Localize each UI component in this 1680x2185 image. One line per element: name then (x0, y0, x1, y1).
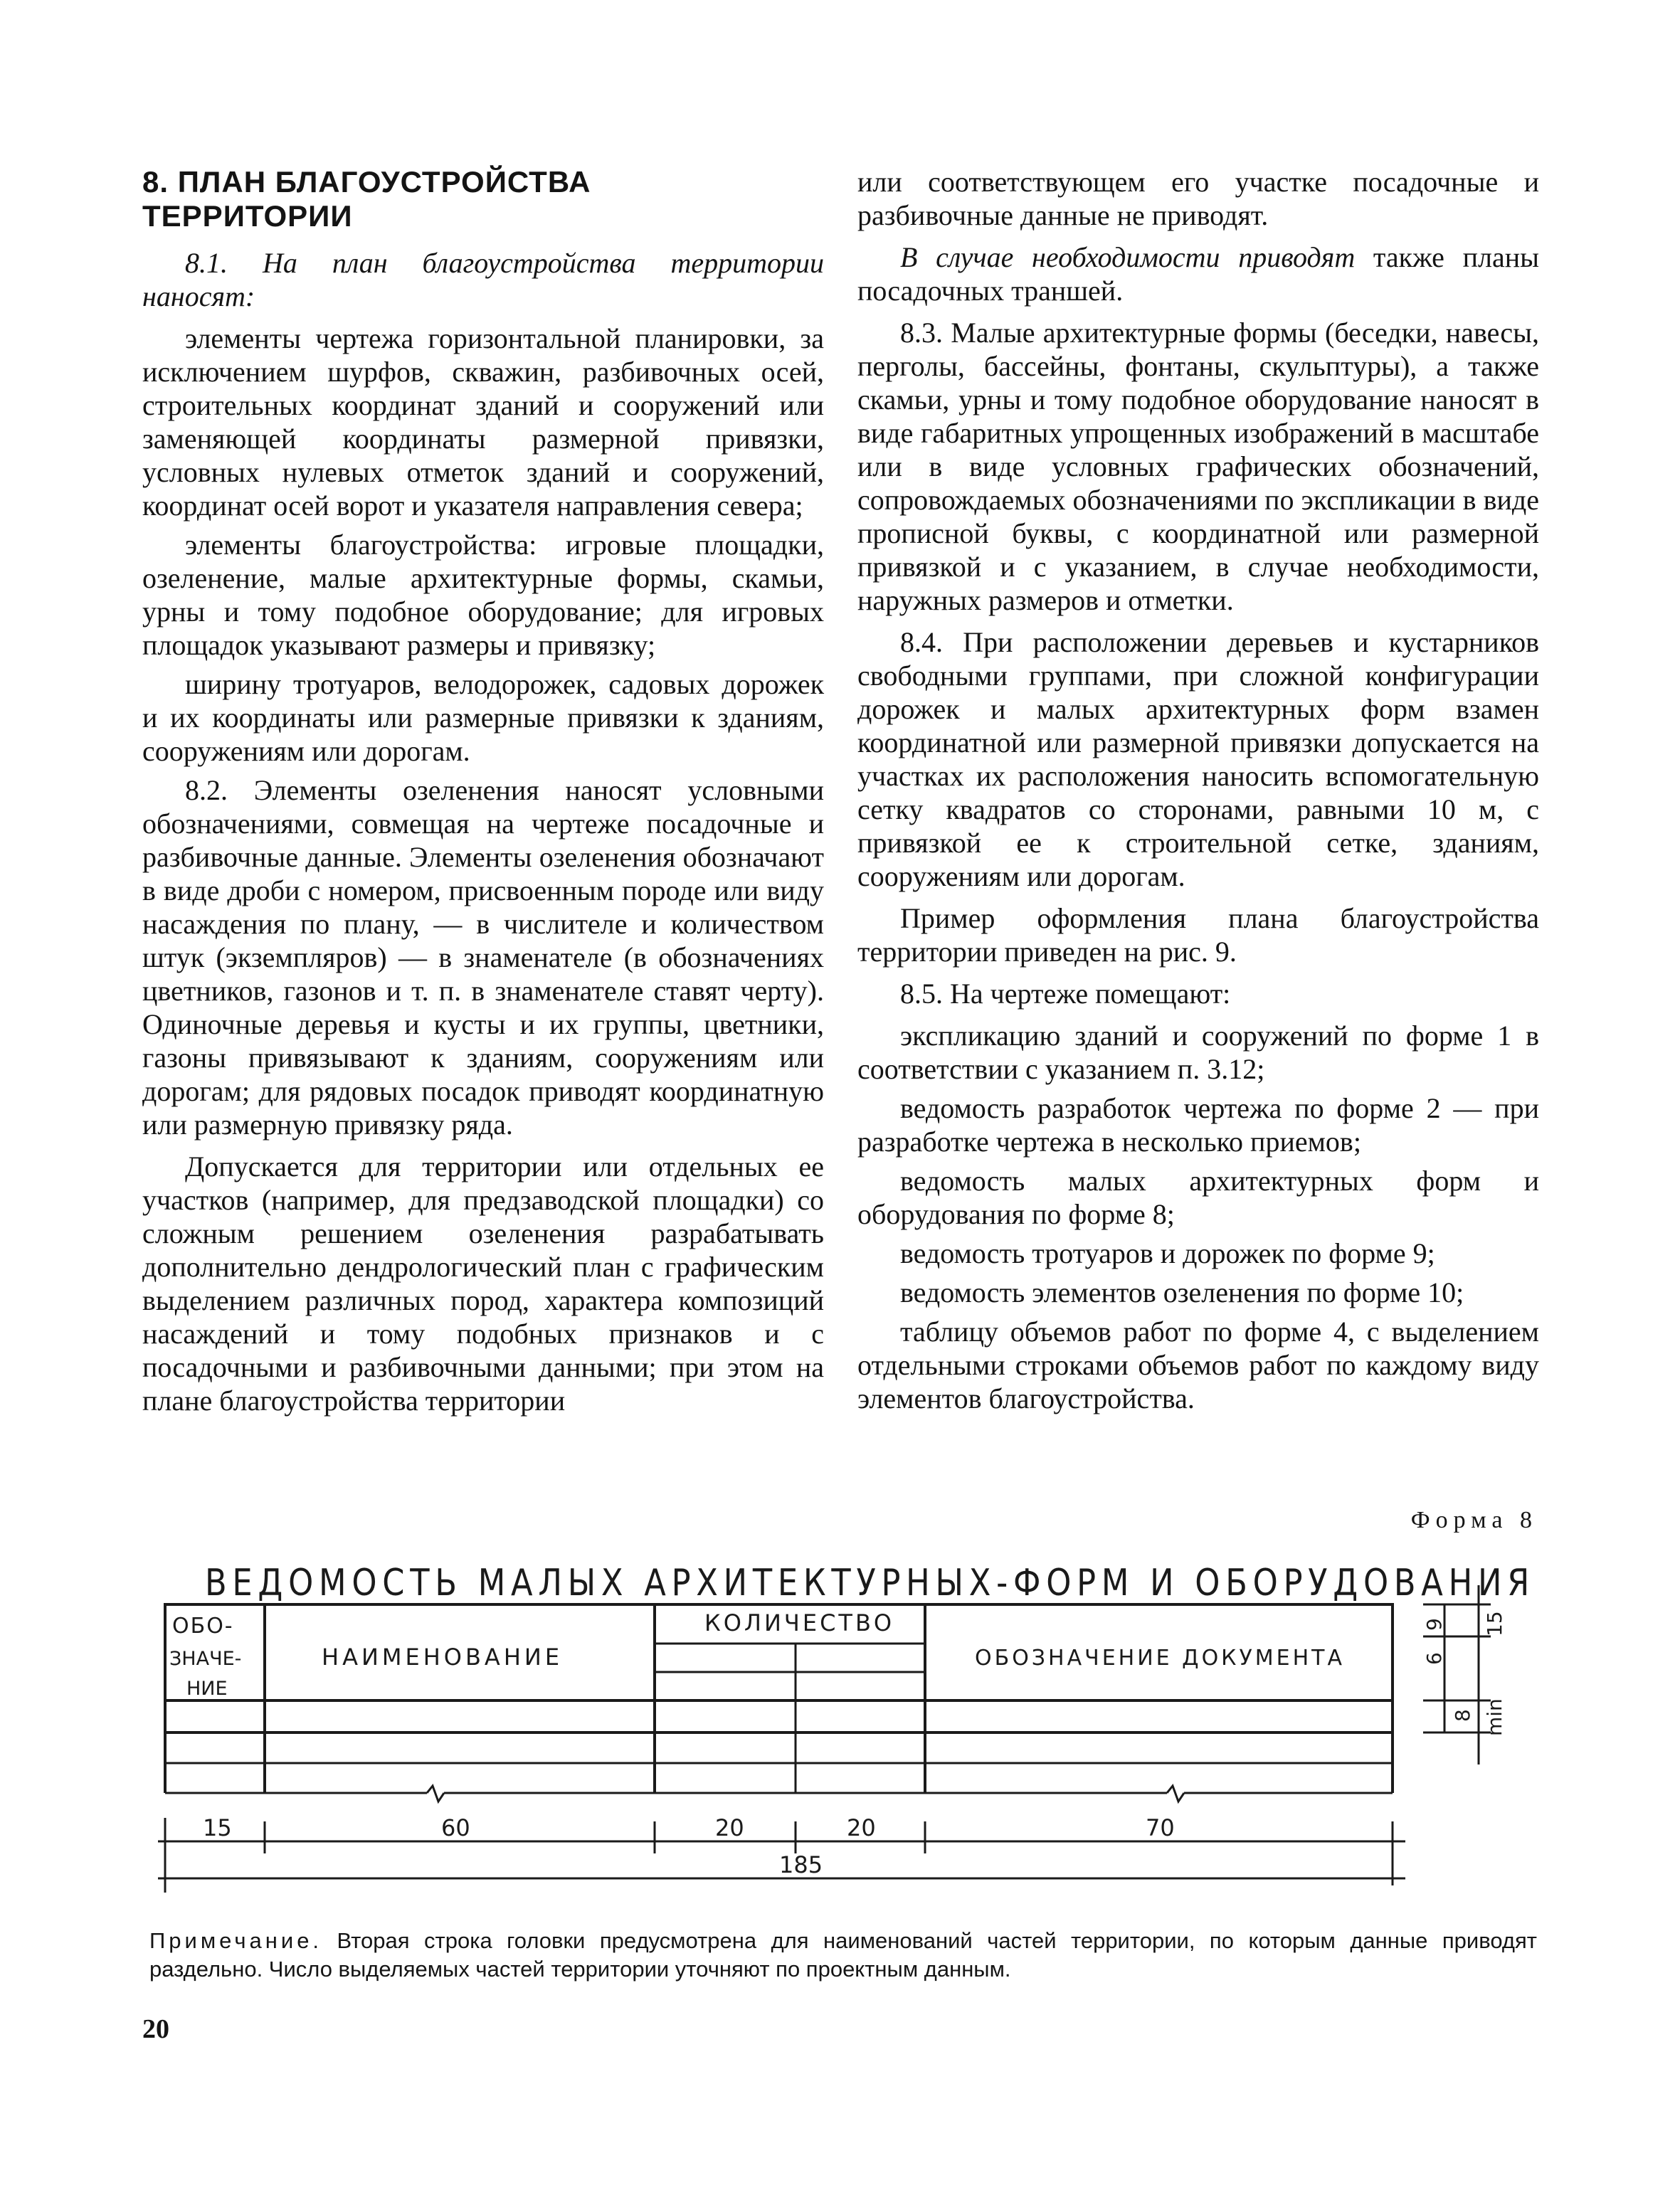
paragraph-8-2-b: Допускается для территории или отдельных ее участков (например, для предзаводской площадки) со сложным решением озеленения разрабатывать дополнительно дендрологический план с графическим выделением различных пород, характера композиций насаждений и тому подобных признаков и с посадочными и разбивочными данными; при этом на плане благоустройства территории (142, 1150, 824, 1417)
break-mark-2 (1167, 1786, 1184, 1802)
width-col-5: 70 (1146, 1814, 1175, 1841)
width-col-2: 60 (441, 1814, 470, 1841)
total-width: 185 (779, 1851, 823, 1878)
note-text: Вторая строка головки предусмотрена для наименований частей территории, по которым данные приводят раздельно. Число выделяемых частей территории уточняют по проектным данным. (149, 1928, 1537, 1982)
paragraph-8-5: 8.5. На чертеже помещают: (900, 978, 1231, 1010)
note-label: Примечание. (149, 1928, 323, 1953)
header-designation-1: ОБО- (172, 1614, 234, 1639)
header-document: ОБОЗНАЧЕНИЕ ДОКУМЕНТА (975, 1646, 1346, 1671)
paragraph-example: Пример оформления плана благоустройства территории приведен на рис. 9. (857, 902, 1539, 968)
list-item-4: ведомость тротуаров и дорожек по форме 9; (900, 1237, 1435, 1269)
width-col-4: 20 (847, 1814, 876, 1841)
paragraph-8-1-a: элементы чертежа горизонтальной планировки, за исключением шурфов, скважин, разбивочных осей, строительных координат зданий и сооружений или заменяющей координаты размерной привязки, условных нулевых отметок зданий и сооружений, координат осей ворот и указателя направления севера; (142, 322, 824, 522)
paragraph-continuation: или соответствующем его участке посадочные и разбивочные данные не приводят. (857, 166, 1539, 231)
header-name: НАИМЕНОВАНИЕ (322, 1644, 564, 1671)
section-title-line2: ТЕРРИТОРИИ (142, 199, 353, 233)
paragraph-8-4: 8.4. При расположении деревьев и кустарников свободными группами, при сложной конфигурации дорожек и малых архитектурных форм взамен координатной или размерной привязки допускается на участках их расположения наносить вспомогательную сетку квадратов со сторонами, равными 10 м, с привязкой ее к строительной сетке, зданиям, сооружениям или дорогам. (857, 626, 1539, 892)
list-item-6: таблицу объемов работ по форме 4, с выделением отдельными строками объемов работ по каждому виду элементов благоустройства. (857, 1316, 1539, 1414)
paragraph-8-2: 8.2. Элементы озеленения наносят условными обозначениями, совмещая на чертеже посадочные и разбивочные данные. Элементы озеленения обозначают в виде дроби с номером, присвоенным породе или виду насаждения по плану, — в числителе и количеством штук (экземпляров) — в знаменателе (в обозначениях цветников, газонов и т. п. в знаменателе ставят черту). Одиночные деревья и кусты и их группы, цветники, газоны привязывают к зданиям, сооружениям или дорогам; для рядовых посадок приводят координатную или размерную привязку ряда. (142, 774, 824, 1141)
clause-8-1-text: На план благоустройства территории наносят: (142, 247, 825, 312)
list-item-3: ведомость малых архитектурных форм и оборудования по форме 8; (857, 1165, 1539, 1230)
case-rest: также планы посадочных траншей. (857, 241, 1539, 307)
clause-number-8-1: 8.1. (185, 247, 228, 279)
list-item-5: ведомость элементов озеленения по форме 10; (900, 1276, 1464, 1308)
section-title-line1: ПЛАН БЛАГОУСТРОЙСТВА (177, 165, 591, 199)
width-col-3: 20 (715, 1814, 744, 1841)
section-number: 8. (142, 165, 169, 199)
height-15: 15 (1483, 1611, 1506, 1636)
width-col-1: 15 (203, 1814, 232, 1841)
form-label: Форма 8 (1410, 1507, 1538, 1533)
note (149, 1927, 1537, 1984)
height-9: 9 (1422, 1618, 1446, 1631)
paragraph-8-1-b: элементы благоустройства: игровые площадки, озеленение, малые архитектурные формы, скамьи, урны и тому подобное оборудование; для игровых площадок указывают размеры и привязку; (142, 529, 824, 661)
page-number: 20 (142, 2014, 169, 2044)
height-6: 6 (1422, 1652, 1446, 1665)
case-italic: В случае необходимости приводят (900, 241, 1356, 273)
list-item-1: экспликацию зданий и сооружений по форме 1 в соответствии с указанием п. 3.12; (857, 1020, 1539, 1085)
height-min: min (1483, 1698, 1506, 1736)
form-title: ВЕДОМОСТЬ МАЛЫХ АРХИТЕКТУРНЫХ-ФОРМ И ОБОРУДОВАНИЯ (205, 1562, 1536, 1604)
height-8: 8 (1451, 1709, 1474, 1722)
form-text (169, 1609, 1506, 1878)
paragraph-8-1-c: ширину тротуаров, велодорожек, садовых дорожек и их координаты или размерные привязки к зданиям, сооружениям или дорогам. (142, 668, 824, 767)
list-item-2: ведомость разработок чертежа по форме 2 — при разработке чертежа в несколько приемов; (857, 1092, 1539, 1158)
break-mark-1 (427, 1786, 444, 1802)
header-designation-3: НИЕ (186, 1678, 228, 1700)
header-quantity: КОЛИЧЕСТВО (704, 1609, 895, 1636)
paragraph-8-3: 8.3. Малые архитектурные формы (беседки, навесы, перголы, бассейны, фонтаны, скульптуры), а также скамьи, урны и тому подобное оборудование наносят в виде габаритных упрощенных изображений в масштабе или в виде условных графических обозначений, сопровождаемых обозначениями по экспликации в виде прописной буквы, с координатной или размерной привязкой и с указанием, в случае необходимости, наружных размеров и отметки. (857, 317, 1539, 616)
header-designation-2: ЗНАЧЕ- (169, 1648, 242, 1670)
